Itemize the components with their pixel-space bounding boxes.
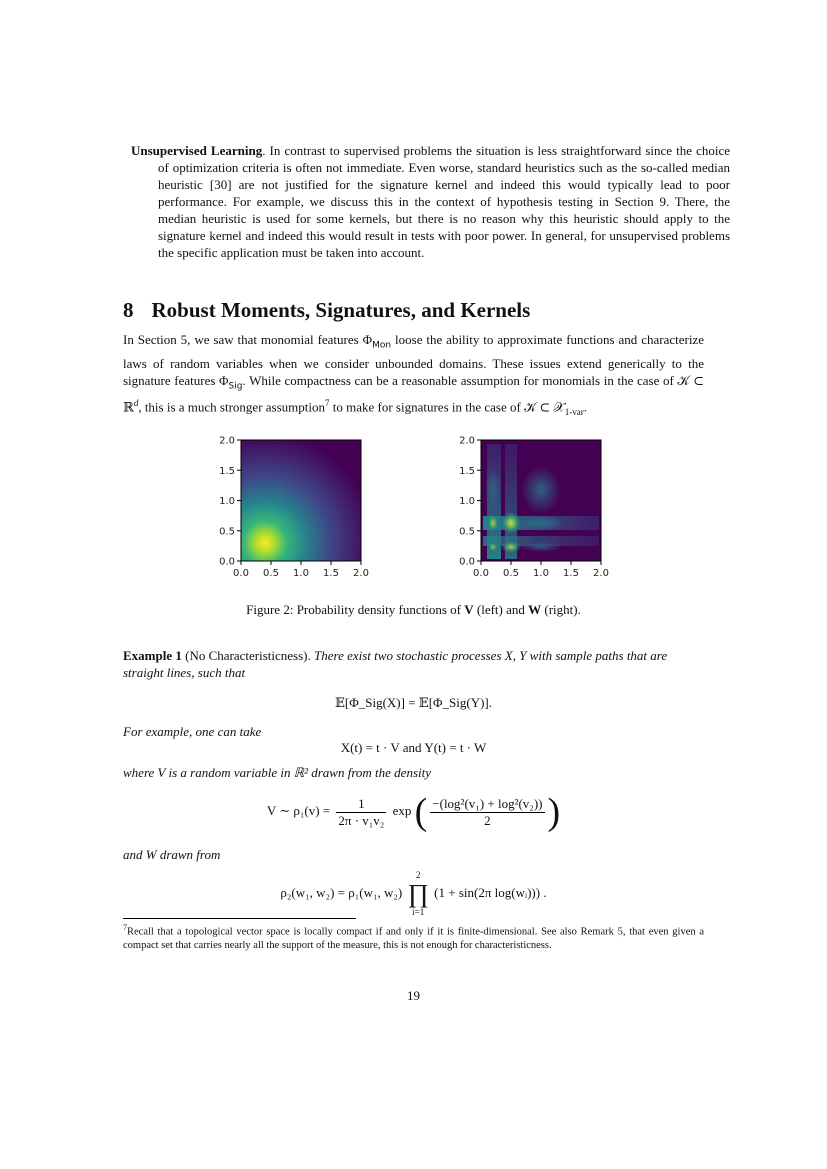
- left-x-tick-label: 1.0: [293, 568, 309, 579]
- product-operator: 2 ∏ i=1: [407, 870, 429, 917]
- page-number: 19: [407, 988, 420, 1003]
- eq3-num: 1: [336, 796, 386, 813]
- caption-text: Figure 2: Probability density functions of: [246, 602, 465, 617]
- footnote-text: Recall that a topological vector space is locally compact if and only if it is finite-dimensional. See also Remark 5, that even given a compact set that carries nearly all the support of the measure, this is not enough for characteristicness.: [123, 926, 704, 951]
- left-y-tick-label: 1.0: [219, 496, 235, 507]
- left-y-tick-label: 2.0: [219, 435, 235, 447]
- unsupervised-paragraph: [131, 142, 730, 261]
- left-x-tick-label: 0.5: [263, 568, 279, 579]
- eq3-inner-fraction: [430, 796, 544, 829]
- left-y-tick-label: 0.5: [219, 526, 235, 538]
- example-statement: [123, 647, 704, 681]
- right-x-tick-label: 1.0: [533, 568, 549, 579]
- unsupervised-text: . In contrast to supervised problems the situation is less straightforward since the choice of optimization criteria is often not immediate. Even worse, standard heuristics such as the so-called median heuristic [30] are not justified for the signature kernel and indeed this would typically lead to poor performance. For example, we discuss this in the context of hypothesis testing in Section 9. There, the median heuristic is used for some kernels, but there is no reason why this heuristic should apply to the signature kernel and indeed this would result in tests with poor power. In general, for unsupervised problems the specific application must be taken into account.: [158, 143, 730, 260]
- right-x-tick-label: 1.5: [563, 568, 579, 579]
- example-paren: (No Characteristicness).: [181, 648, 311, 663]
- left-y-tick-label: 0.0: [219, 556, 235, 568]
- prod-upper: 2: [415, 870, 421, 880]
- intro-text-6: .: [583, 399, 587, 415]
- left-x-tick-label: 0.0: [233, 568, 249, 579]
- left-heatmap: [241, 440, 361, 561]
- caption-W: W: [528, 602, 542, 617]
- section-number: 8: [123, 298, 134, 322]
- caption-mid: (left) and: [473, 602, 529, 617]
- eq4-rhs: (1 + sin(2π log(wᵢ))) .: [434, 884, 547, 900]
- intro-text-2: loose the ability to approximate functions and characterize laws of random variables when we consider unbounded domains. These issues extend generically to the signature features Φ: [123, 332, 704, 388]
- intro-paragraph: [123, 331, 704, 421]
- equation-processes: X(t) = t · V and Y(t) = t · W: [340, 740, 487, 755]
- section-heading: [123, 298, 530, 323]
- right-y-tick-label: 0.5: [459, 526, 475, 538]
- left-density-plot: [219, 436, 369, 580]
- intro-text-3: . While compactness can be a reasonable assumption for monomials in the case of 𝒦 ⊂ ℝ: [123, 372, 704, 415]
- footnote: [123, 921, 704, 952]
- right-y-tick-label: 0.0: [459, 556, 475, 568]
- right-x-tick-label: 0.5: [503, 568, 519, 579]
- right-x-tick-label: 0.0: [473, 568, 489, 579]
- eq3-exp: exp: [392, 802, 412, 818]
- unsupervised-title: Unsupervised Learning: [131, 143, 263, 158]
- right-y-tick-label: 1.5: [459, 465, 475, 477]
- equation-density-v: [0, 790, 827, 834]
- intro-text-5: to make for signatures in the case of 𝒦 ⊂ 𝒳: [329, 399, 565, 415]
- example-label: Example 1: [123, 648, 182, 663]
- for-example-text: For example, one can take: [123, 724, 262, 739]
- eq3-lparen: (: [414, 791, 428, 833]
- section-title: Robust Moments, Signatures, and Kernels: [151, 298, 531, 322]
- footnote-rule: [123, 918, 356, 919]
- intro-sub-mon: Mon: [372, 340, 392, 351]
- right-y-tick-label: 1.0: [459, 496, 475, 507]
- right-x-tick-label: 2.0: [593, 568, 609, 579]
- eq4-lhs: ρ₂(w₁, w₂) = ρ₁(w₁, w₂): [280, 884, 403, 900]
- eq3-fraction: [336, 796, 386, 829]
- left-x-tick-label: 2.0: [353, 568, 369, 579]
- caption-V: V: [464, 602, 474, 617]
- eq3-rparen: ): [547, 791, 561, 833]
- intro-text-4: , this is a much stronger assumption: [138, 399, 325, 415]
- where-text: where V is a random variable in ℝ² drawn from the density: [123, 765, 432, 780]
- figure-2: [205, 430, 635, 590]
- eq3-lhs: V ∼ ρ₁(v) =: [266, 802, 331, 818]
- footnote-mark: 7: [123, 923, 127, 932]
- equation-expectation: 𝔼[Φ_Sig(X)] = 𝔼[Φ_Sig(Y)].: [335, 695, 492, 710]
- footnote-ref[interactable]: 7: [325, 398, 330, 409]
- intro-sup-d: d: [133, 398, 139, 409]
- left-y-tick-label: 1.5: [219, 465, 235, 477]
- caption-post: (right).: [541, 602, 581, 617]
- intro-sub-sig: Sig: [228, 381, 243, 392]
- intro-text-1: In Section 5, we saw that monomial features Φ: [123, 332, 373, 347]
- example-stmt: There exist two stochastic processes X, Y with sample paths that are straight lines, such that: [123, 648, 668, 680]
- figure-caption: [0, 602, 827, 618]
- right-density-plot: [459, 436, 609, 580]
- equation-density-w: [0, 870, 827, 918]
- prod-lower: i=1: [412, 907, 425, 917]
- eq3-den: 2π · v₁v₂: [338, 812, 385, 828]
- left-x-tick-label: 1.5: [323, 568, 339, 579]
- eq3-inner-num: −(log²(v₁) + log²(v₂)): [432, 795, 543, 811]
- intro-sub-var: 1-var: [564, 407, 584, 418]
- eq3-inner-den: 2: [484, 812, 491, 828]
- density-plots: [205, 430, 635, 590]
- and-w-text: and W drawn from: [123, 847, 221, 862]
- right-y-tick-label: 2.0: [459, 435, 475, 447]
